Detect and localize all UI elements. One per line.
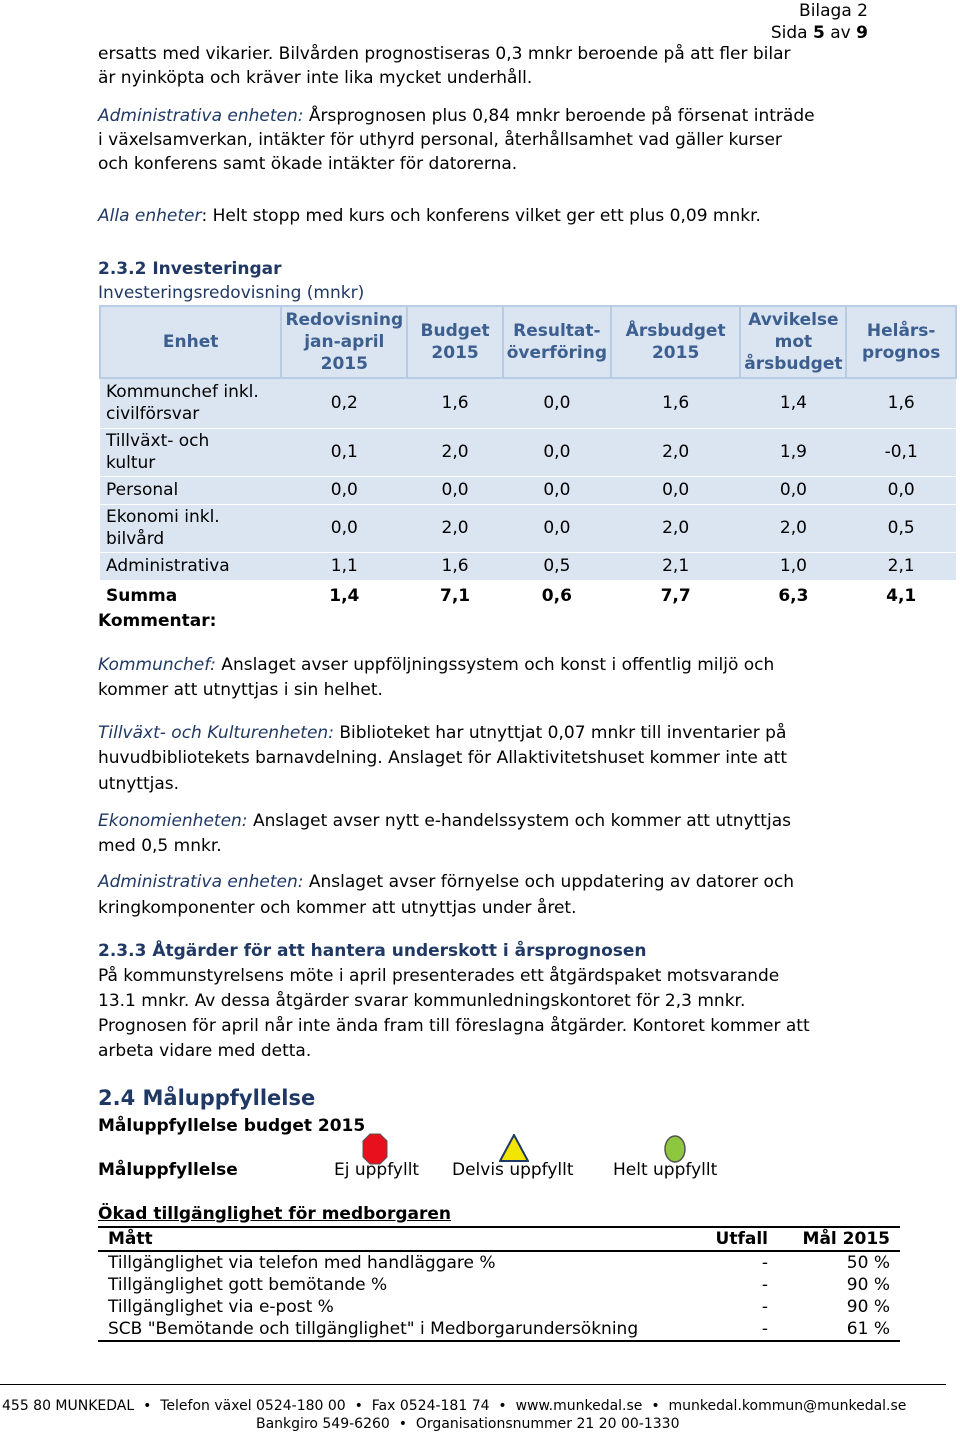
table-cell: 4,1 [846,580,956,612]
column-header: Mått [98,1227,698,1251]
row-label: Tillväxt- och kultur [100,428,281,476]
footer-address: 455 80 MUNKEDAL [2,1398,135,1414]
goal-row [98,1274,900,1296]
comment-line: med 0,5 mnkr. [98,836,222,856]
table-cell: Tillgänglighet via telefon med handläggare % [108,1253,496,1273]
page-total: 9 [856,23,868,43]
admin-paragraph-line: i växelsamverkan, intäkter för uthyrd personal, återhållsamhet vad gäller kurser [98,130,782,150]
appendix-label: Bilaga 2 [799,1,868,21]
comment-line: huvudbibliotekets barnavdelning. Anslaget för Allaktivitetshuset kommer inte att [98,748,788,768]
table-cell: 0,0 [611,476,741,504]
row-label: Kommunchef inkl. civilförsvar [100,378,281,428]
table-caption: Investeringsredovisning (mnkr) [98,283,365,303]
top-paragraph-line: ersatts med vikarier. Bilvården prognostiseras 0,3 mnkr beroende på att fler bilar [98,44,791,64]
table-cell: 2,0 [611,504,741,552]
admin-text: Årsprognosen plus 0,84 mnkr beroende på försenat inträde [303,106,815,126]
table-cell: 1,4 [740,378,846,428]
table-cell: - [761,1297,768,1317]
comment-line [98,653,774,678]
table-header-row [100,306,956,378]
table-cell: 0,5 [846,504,956,552]
goal-header-row [98,1227,900,1251]
alla-label: Alla enheter [98,206,202,226]
page-number: 5 [813,23,825,43]
table-cell: 90 % [846,1275,890,1295]
table-cell: 0,0 [503,428,611,476]
table-cell: 2,0 [611,428,741,476]
table-cell: 90 % [846,1297,890,1317]
row-label: Ekonomi inkl. bilvård [100,504,281,552]
table-cell: 1,6 [407,552,503,580]
table-cell: 1,6 [611,378,741,428]
table-row [100,552,956,580]
table-cell: 1,4 [281,580,407,612]
footer-phone: Telefon växel 0524-180 00 [160,1398,346,1414]
table-cell: 1,9 [740,428,846,476]
table-row [100,428,956,476]
table-cell: 0,0 [503,378,611,428]
comment-line [98,721,786,746]
goal-row [98,1251,900,1274]
legend-label: Måluppfyllelse [98,1160,238,1180]
body-line: På kommunstyrelsens möte i april presenterades ett åtgärdspaket motsvarande [98,966,780,986]
table-cell: 61 % [778,1318,900,1341]
goal-title: Ökad tillgänglighet för medborgaren [98,1204,452,1224]
footer-bankgiro: Bankgiro 549-6260 [256,1416,390,1432]
table-cell: Tillgänglighet via e-post % [108,1297,334,1317]
table-cell: 0,0 [407,476,503,504]
table-cell: 7,1 [407,580,503,612]
of-word: av [830,23,851,43]
comment-text: Biblioteket har utnyttjat 0,07 mnkr till inventarier på [333,723,787,743]
page-counter [771,22,868,44]
page-word: Sida [770,23,808,43]
table-cell: SCB "Bemötande och tillgänglighet" i Medborgarundersökning [98,1318,698,1341]
table-cell: 0,0 [281,504,407,552]
comment-text: Anslaget avser uppföljningssystem och konst i offentlig miljö och [215,655,775,675]
table-cell: 1,6 [846,378,956,428]
footer-website-link[interactable]: www.munkedal.se [515,1398,643,1414]
table-cell: 7,7 [611,580,741,612]
sum-row [100,580,956,612]
footer-email-link[interactable]: munkedal.kommun@munkedal.se [668,1398,907,1414]
table-cell: - [761,1253,768,1273]
legend-item-met: Helt uppfyllt [613,1160,718,1180]
alla-text: : Helt stopp med kurs och konferens vilket ger ett plus 0,09 mnkr. [201,206,761,226]
legend-item-not-met: Ej uppfyllt [334,1160,420,1180]
goal-row [98,1318,900,1341]
table-cell: 0,0 [281,476,407,504]
table-cell: 0,0 [740,476,846,504]
table-cell: 1,6 [407,378,503,428]
comment-unit-label: Administrativa enheten: [98,872,304,892]
section-heading: 2.4 Måluppfyllelse [98,1086,316,1110]
comment-line: utnyttjas. [98,774,180,794]
column-header: Budget 2015 [407,306,503,378]
table-cell: - [698,1318,778,1341]
body-line: Prognosen för april når inte ända fram till föreslagna åtgärder. Kontoret kommer att [98,1016,810,1036]
table-cell: 0,2 [281,378,407,428]
column-header: Enhet [100,306,281,378]
footer-line-1: 455 80 MUNKEDAL • Telefon växel 0524-180 00 • Fax 0524-181 74 • www.munkedal.se • munkedal.kommun@munkedal.se [2,1398,907,1414]
column-header: Årsbudget 2015 [611,306,741,378]
table-cell: 0,0 [503,504,611,552]
footer-line-2: Bankgiro 549-6260 • Organisationsnummer 21 20 00-1330 [256,1416,680,1432]
table-row [100,504,956,552]
legend-item-partially-met: Delvis uppfyllt [452,1160,574,1180]
column-header: Helårs- prognos [846,306,956,378]
footer-fax: Fax 0524-181 74 [371,1398,490,1414]
table-row [100,378,956,428]
table-cell: 2,0 [407,428,503,476]
alla-paragraph [98,204,761,229]
investment-table [99,305,957,612]
row-label: Administrativa [100,552,281,580]
comment-line [98,870,794,895]
section-heading: 2.3.3 Åtgärder för att hantera underskott i årsprognosen [98,941,647,961]
table-cell: 1,0 [740,552,846,580]
comment-unit-label: Ekonomienheten: [98,811,248,831]
admin-paragraph-line: och konferens samt ökade intäkter för datorerna. [98,154,518,174]
table-cell: -0,1 [846,428,956,476]
table-row [100,476,956,504]
comment-line: kringkomponenter och kommer att utnyttjas under året. [98,898,577,918]
column-header: Resultat- överföring [503,306,611,378]
table-cell: 0,1 [281,428,407,476]
column-header: Avvikelse mot årsbudget [740,306,846,378]
table-cell: 6,3 [740,580,846,612]
body-line: 13.1 mnkr. Av dessa åtgärder svarar kommunledningskontoret för 2,3 mnkr. [98,991,746,1011]
admin-paragraph-line [98,104,815,129]
section-heading: 2.3.2 Investeringar [98,259,282,279]
comment-label: Kommentar: [98,611,217,631]
footer-rule [0,1384,946,1385]
comment-line [98,809,791,834]
column-header: Mål 2015 [778,1227,900,1251]
comment-unit-label: Tillväxt- och Kulturenheten: [98,723,334,743]
body-line: arbeta vidare med detta. [98,1041,312,1061]
column-header: Redovisning jan-april 2015 [281,306,407,378]
table-cell: 2,1 [846,552,956,580]
section-subheading: Måluppfyllelse budget 2015 [98,1116,366,1136]
table-cell: - [761,1275,768,1295]
table-cell: 0,0 [503,476,611,504]
column-header: Utfall [698,1227,778,1251]
row-label: Personal [100,476,281,504]
page-header [771,0,868,44]
footer-org-number: Organisationsnummer 21 20 00-1330 [415,1416,680,1432]
table-cell: 2,1 [611,552,741,580]
comment-text: Anslaget avser förnyelse och uppdatering av datorer och [303,872,795,892]
comment-text: Anslaget avser nytt e-handelssystem och kommer att utnyttjas [247,811,791,831]
table-cell: 0,0 [846,476,956,504]
table-cell: 1,1 [281,552,407,580]
table-cell: 2,0 [407,504,503,552]
table-cell: 0,6 [503,580,611,612]
table-cell: 50 % [846,1253,890,1273]
top-paragraph-line: är nyinköpta och kräver inte lika mycket underhåll. [98,68,533,88]
comment-line: kommer att utnyttjas i sin helhet. [98,680,383,700]
comment-unit-label: Kommunchef: [98,655,216,675]
table-cell: 0,5 [503,552,611,580]
table-cell: Tillgänglighet gott bemötande % [108,1275,388,1295]
goal-row [98,1296,900,1318]
goal-table [98,1226,900,1342]
table-cell: 2,0 [740,504,846,552]
row-label: Summa [100,580,281,612]
admin-label: Administrativa enheten: [98,106,304,126]
